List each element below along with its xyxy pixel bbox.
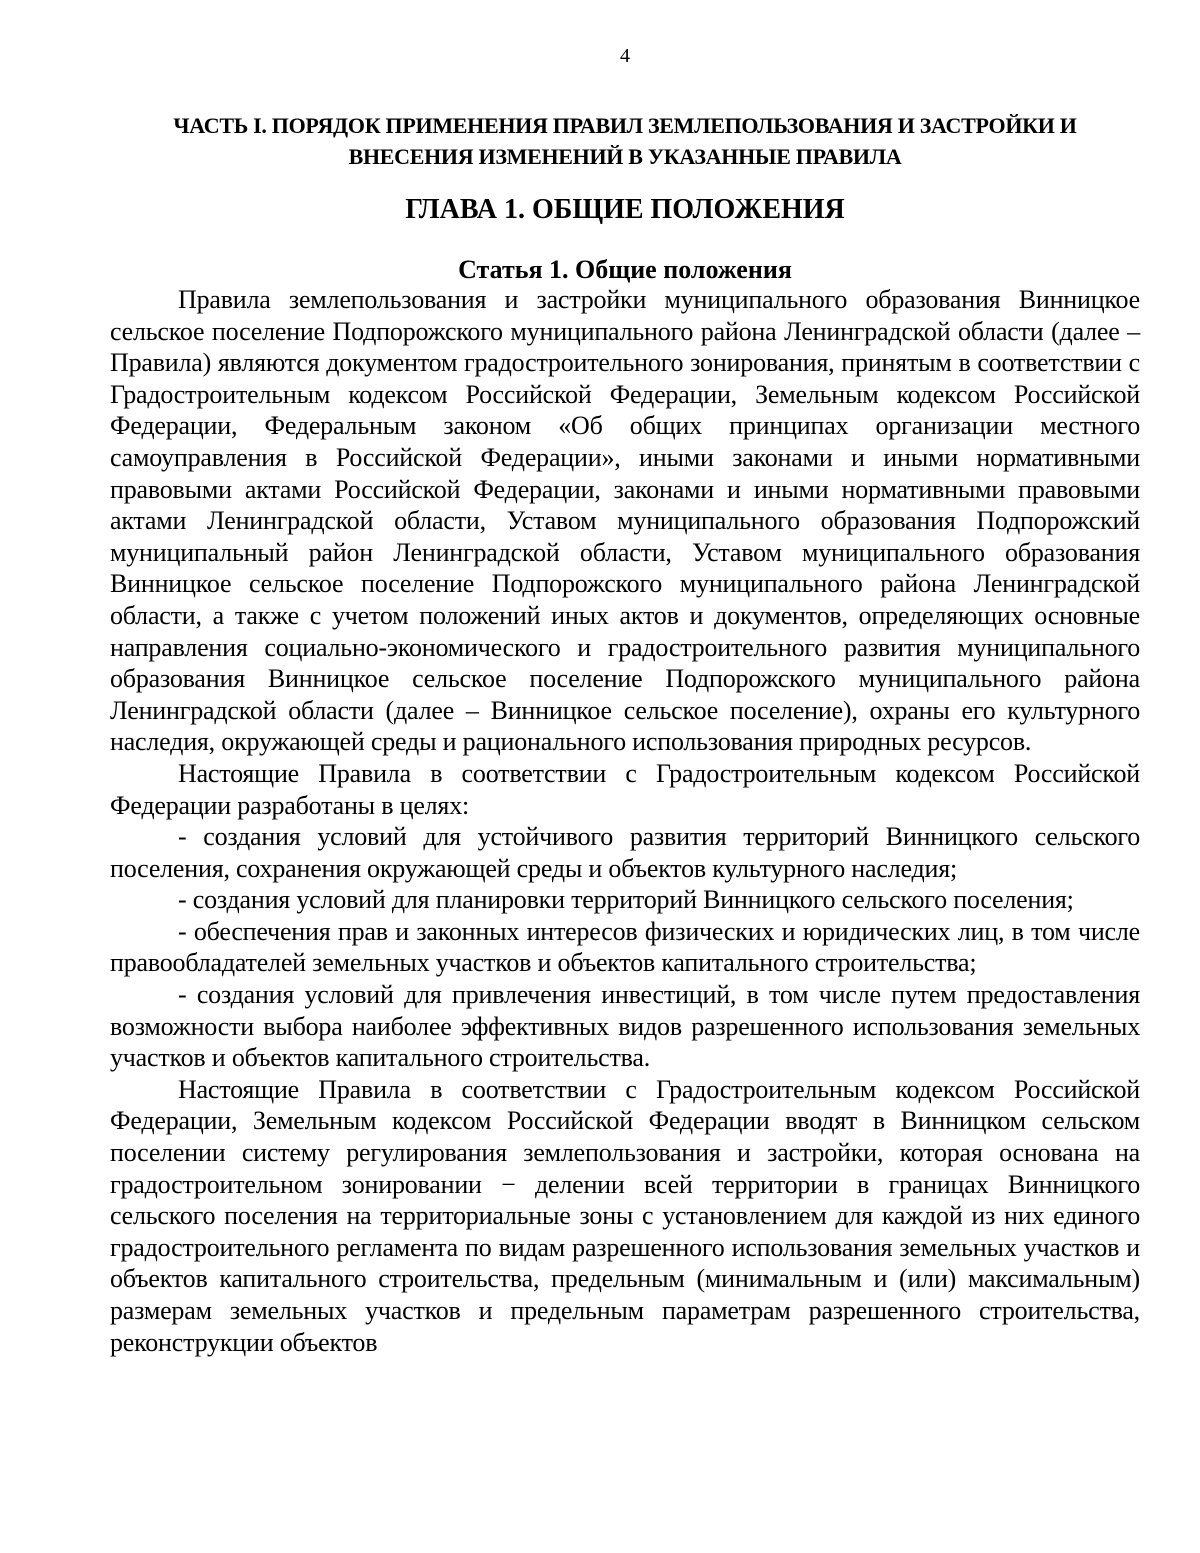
paragraph-zoning-system: Настоящие Правила в соответствии с Градостроительным кодексом Российской Федерации, Земельным кодексом Российской Федерации вводят в Винницком сельском поселении систему регулирования землепользования и застройки, которая основана на градостроительном зонировании − делении всей территории в границах Винницкого сельского поселения на территориальные зоны с установлением для каждой из них единого градостроительного регламента по видам разрешенного использования земельных участков и объектов капитального строительства, предельным (минимальным и (или) максимальным) размерам земельных участков и предельным параметрам разрешенного строительства, реконструкции объектов <box>110 1074 1140 1357</box>
page-number: 4 <box>620 45 630 67</box>
chapter-title: ГЛАВА 1. ОБЩИЕ ПОЛОЖЕНИЯ <box>405 194 845 225</box>
article-title: Статья 1. Общие положения <box>458 255 792 284</box>
list-item-rights-protection: - обеспечения прав и законных интересов физических и юридических лиц, в том числе правообладателей земельных участков и объектов капитального строительства; <box>110 916 1140 978</box>
article-body <box>110 284 1140 1358</box>
paragraph-general-provisions: Правила землепользования и застройки муниципального образования Винницкое сельское поселение Подпорожского муниципального района Ленинградской области (далее – Правила) являются документом градостроительного зонирования, принятым в соответствии с Градостроительным кодексом Российской Федерации, Земельным кодексом Российской Федерации, Федеральным законом «Об общих принципах организации местного самоуправления в Российской Федерации», иными законами и иными нормативными правовыми актами Российской Федерации, законами и иными нормативными правовыми актами Ленинградской области, Уставом муниципального образования Подпорожский муниципальный район Ленинградской области, Уставом муниципального образования Винницкое сельское поселение Подпорожского муниципального района Ленинградской области, а также с учетом положений иных актов и документов, определяющих основные направления социально-экономического и градостроительного развития муниципального образования Винницкое сельское поселение Подпорожского муниципального района Ленинградской области (далее – Винницкое сельское поселение), охраны его культурного наследия, окружающей среды и рационального использования природных ресурсов. <box>110 285 1140 757</box>
list-item-investment-conditions: - создания условий для привлечения инвестиций, в том числе путем предоставления возможности выбора наиболее эффективных видов разрешенного использования земельных участков и объектов капитального строительства. <box>110 980 1140 1073</box>
part-title: ЧАСТЬ I. ПОРЯДОК ПРИМЕНЕНИЯ ПРАВИЛ ЗЕМЛЕПОЛЬЗОВАНИЯ И ЗАСТРОЙКИ И ВНЕСЕНИЯ ИЗМЕНЕНИЙ В УКАЗАННЫЕ ПРАВИЛА <box>173 113 1077 169</box>
list-item-sustainable-development: - создания условий для устойчивого развития территорий Винницкого сельского поселения, сохранения окружающей среды и объектов культурного наследия; <box>110 822 1140 883</box>
paragraph-purposes-intro: Настоящие Правила в соответствии с Градостроительным кодексом Российской Федерации разработаны в целях: <box>110 758 1140 820</box>
list-item-territory-planning: - создания условий для планировки территорий Винницкого сельского поселения; <box>178 885 1074 915</box>
